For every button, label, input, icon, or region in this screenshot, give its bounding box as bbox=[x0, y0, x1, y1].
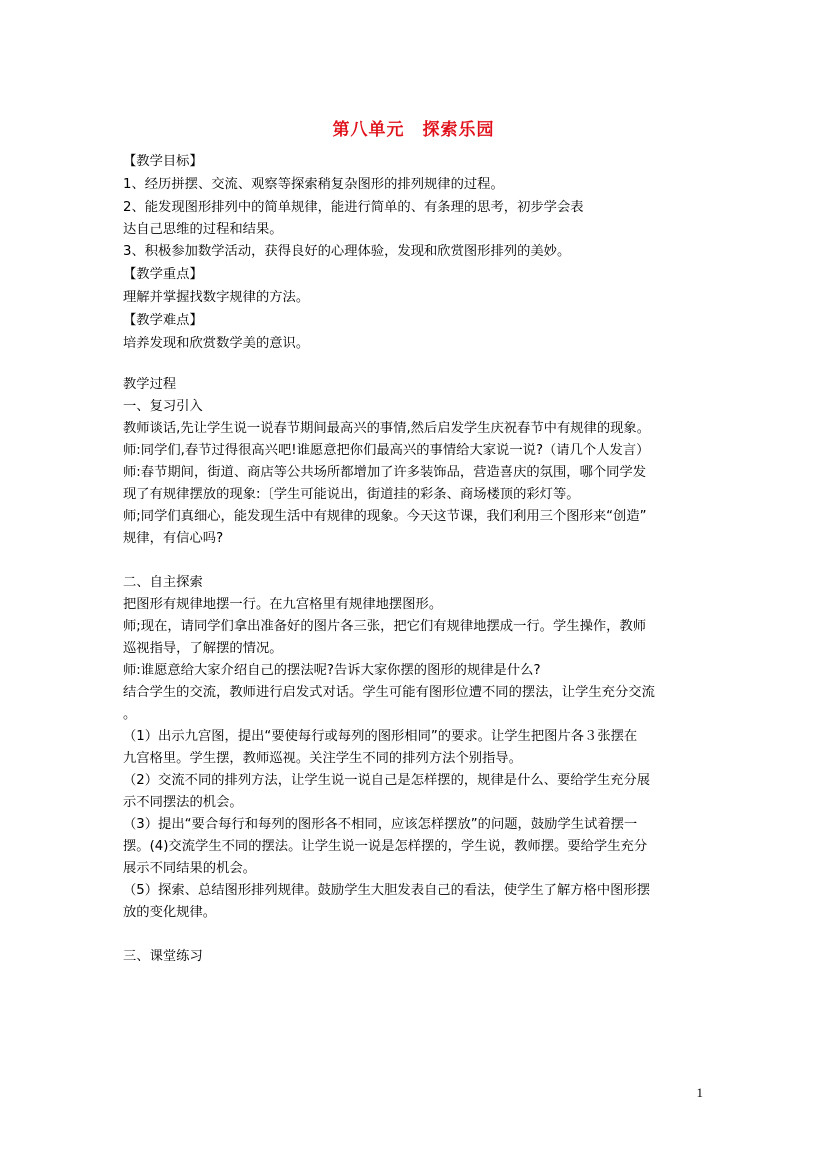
paragraph-line: 师;现在，请同学们拿出准备好的图片各三张，把它们有规律地摆成一行。学生操作，教师 bbox=[123, 619, 647, 634]
goal-line-2: 2、能发现图形排列中的简单规律，能进行简单的、有条理的思考，初步学会表 bbox=[123, 200, 584, 215]
paragraph-line: （1）出示九宫图，提出“要使每行或每列的图形相同”的要求。让学生把图片各３张摆在 bbox=[123, 729, 638, 744]
paragraph-line: 示不同摆法的机会。 bbox=[123, 795, 243, 810]
paragraph-line: 规律，有信心吗? bbox=[123, 531, 224, 546]
goal-line-1: 1、经历拼摆、交流、观察等探索稍复杂图形的排列规律的过程。 bbox=[123, 177, 504, 192]
paragraph-line: （5）探索、总结图形排列规律。鼓励学生大胆发表自己的看法，使学生了解方格中图形摆 bbox=[123, 883, 651, 898]
section-heading-review: 一、复习引入 bbox=[123, 399, 203, 414]
goal-line-3: 3、积极参加数学活动，获得良好的心理体验，发现和欣赏图形排列的美妙。 bbox=[123, 244, 571, 259]
key-point-text: 理解并掌握找数字规律的方法。 bbox=[123, 290, 310, 305]
paragraph-line: 现了有规律摆放的现象:〔学生可能说出，街道挂的彩条、商场楼顶的彩灯等。 bbox=[123, 487, 580, 502]
heading-difficulties: 【教学难点】 bbox=[123, 313, 203, 328]
paragraph-line: 师;同学们真细心，能发现生活中有规律的现象。今天这节课，我们利用三个图形来“创造” bbox=[123, 509, 647, 524]
paragraph-line: 巡视指导，了解摆的情况。 bbox=[123, 641, 283, 656]
paragraph-line: 。 bbox=[123, 707, 137, 722]
section-heading-explore: 二、自主探索 bbox=[123, 575, 203, 590]
paragraph-line: 九宫格里。学生摆，教师巡视。关注学生不同的排列方法个别指导。 bbox=[123, 751, 522, 766]
paragraph-line: 把图形有规律地摆一行。在九宫格里有规律地摆图形。 bbox=[123, 597, 443, 612]
section-heading-practice: 三、课堂练习 bbox=[123, 949, 203, 964]
paragraph-line: 放的变化规律。 bbox=[123, 905, 217, 920]
paragraph-line: 结合学生的交流，教师进行启发式对话。学生可能有图形位遭不同的摆法，让学生充分交流 bbox=[123, 685, 655, 700]
paragraph-line: 展示不同结果的机会。 bbox=[123, 861, 256, 876]
heading-teaching-process: 教学过程 bbox=[123, 377, 177, 392]
paragraph-line: （3）提出“要合每行和每列的图形各不相同，应该怎样摆放”的问题，鼓励学生试着摆一 bbox=[123, 817, 638, 832]
paragraph-line: 师:谁愿意给大家介绍自己的摆法呢?告诉大家你摆的图形的规律是什么? bbox=[123, 663, 541, 678]
goal-line-2-cont: 达自己思维的过程和结果。 bbox=[123, 222, 283, 237]
heading-teaching-goals: 【教学目标】 bbox=[123, 154, 203, 169]
page-number: 1 bbox=[696, 1085, 703, 1100]
document-title: 第八单元 探索乐园 bbox=[332, 120, 495, 140]
paragraph-line: 师:春节期间，街道、商店等公共场所都增加了许多装饰品，营造喜庆的氛围，哪个同学发 bbox=[123, 465, 647, 480]
paragraph-line: 教师谈话,先让学生说一说春节期间最高兴的事情,然后启发学生庆祝春节中有规律的现象。 bbox=[123, 421, 651, 436]
paragraph-line: （2）交流不同的排列方法，让学生说一说自己是怎样摆的，规律是什么、要给学生充分展 bbox=[123, 773, 651, 788]
difficulty-text: 培养发现和欣赏数学美的意识。 bbox=[123, 336, 310, 351]
heading-key-points: 【教学重点】 bbox=[123, 267, 203, 282]
paragraph-line: 摆。(4)交流学生不同的摆法。让学生说一说是怎样摆的，学生说，教师摆。要给学生充分 bbox=[123, 839, 648, 854]
paragraph-line: 师:同学们,春节过得很高兴吧!谁愿意把你们最高兴的事情给大家说一说?（请几个人发言） bbox=[123, 443, 650, 458]
